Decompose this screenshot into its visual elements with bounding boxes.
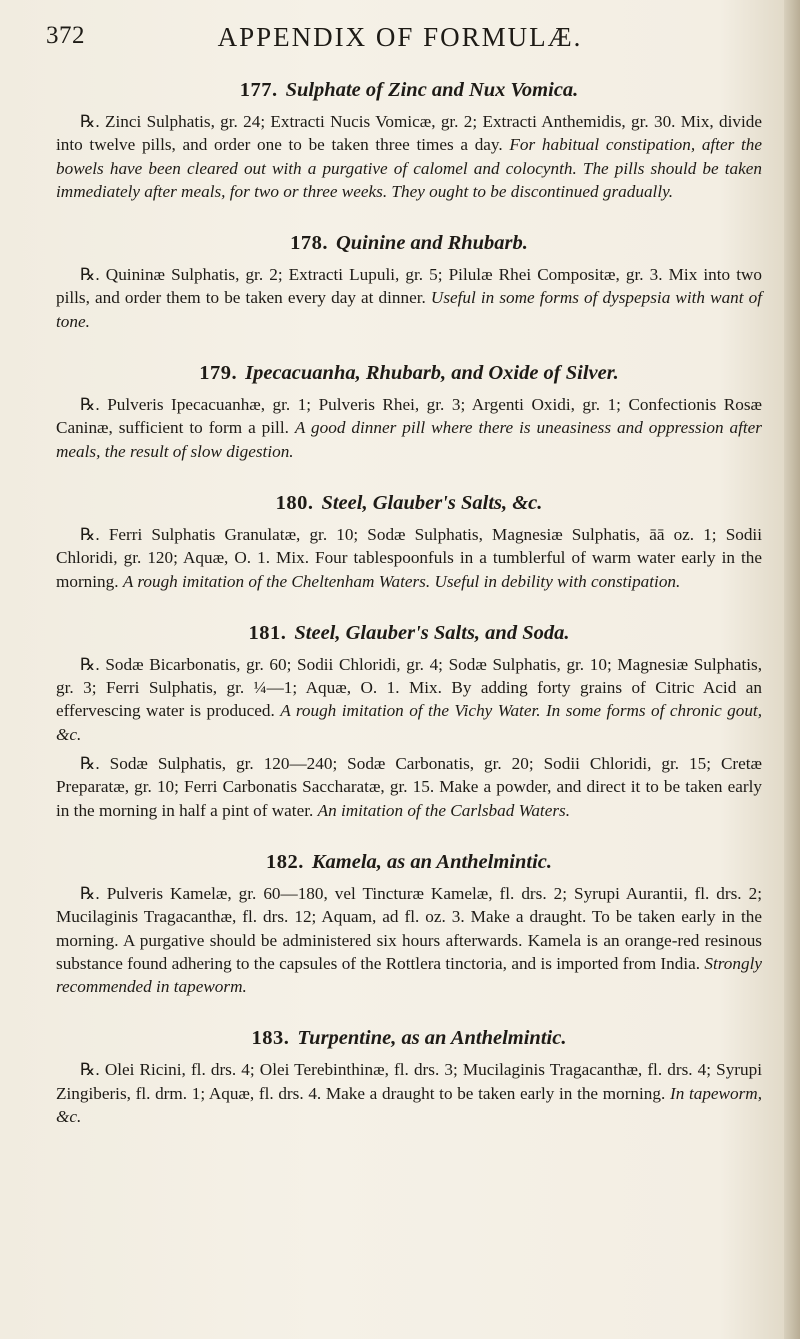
prescription-text: ℞. Olei Ricini, fl. drs. 4; Olei Terebinthinæ, fl. drs. 3; Mucilaginis Tragacanthæ, fl. drs. 4; Syrupi Zingiberis, fl. drm. 1; Aquæ, fl. drs. 4. Make a draught to be taken early in the morning.: [56, 1060, 762, 1103]
formula-name: Quinine and Rhubarb.: [335, 232, 528, 255]
prescription-text: ℞. Pulveris Kamelæ, gr. 60—180, vel Tincturæ Kamelæ, fl. drs. 2; Syrupi Aurantii, fl. drs. 2; Mucilaginis Tragacanthæ, fl. drs. 12; Aquam, ad fl. oz. 3. Make a draught. To be taken early in the morning. A purgative should be administered six hours afterwards. Kamela is an orange-red resinous substance found adhering to the capsules of the Rottlera tinctoria, and is imported from India.: [56, 883, 762, 973]
formula-entry: [56, 489, 762, 593]
usage-note: For habitual constipation, after the bowels have been cleared out with a purgative of calomel and colocynth. The pills should be taken immediately after meals, for two or three weeks. They ought to be discontinued gradually.: [56, 135, 762, 201]
formula-number: 179.: [199, 362, 238, 385]
formula-entry: [56, 359, 762, 463]
usage-note: A good dinner pill where there is uneasiness and oppression after meals, the result of slow digestion.: [56, 418, 762, 461]
formula-title: [56, 229, 762, 257]
usage-note: A rough imitation of the Vichy Water. In some forms of chronic gout, &c.: [56, 701, 763, 744]
formula-paragraph: [56, 523, 762, 593]
formula-entry: [56, 848, 762, 998]
prescription-text: ℞. Zinci Sulphatis, gr. 24; Extracti Nucis Vomicæ, gr. 2; Extracti Anthemidis, gr. 30. Mix, divide into twelve pills, and order one to be taken three times a day.: [56, 112, 762, 155]
formula-number: 181.: [248, 621, 287, 644]
usage-note: In tapeworm, &c.: [56, 1083, 763, 1127]
usage-note: Useful in some forms of dyspepsia with want of tone.: [56, 288, 763, 331]
formula-entry: [56, 1024, 762, 1128]
formula-name: Kamela, as an Anthelmintic.: [311, 850, 553, 873]
formula-paragraph: [56, 882, 762, 998]
formula-title: [56, 848, 762, 876]
formula-name: Steel, Glauber's Salts, &c.: [321, 491, 543, 514]
formula-name: Sulphate of Zinc and Nux Vomica.: [285, 79, 579, 101]
page-edge: [784, 0, 800, 1339]
formula-number: 183.: [251, 1027, 290, 1050]
formula-paragraph: [56, 393, 762, 463]
formula-title: [56, 619, 762, 647]
page-number: 372: [46, 22, 85, 49]
formula-paragraph: [56, 653, 762, 746]
formula-number: 177.: [239, 79, 278, 101]
formula-entry: [56, 619, 762, 822]
running-head-title: APPENDIX OF FORMULÆ.: [217, 22, 583, 52]
formula-entry: [56, 76, 762, 203]
usage-note: Strongly recommended in tapeworm.: [56, 953, 762, 997]
formulae-list: [56, 76, 762, 1154]
usage-note: A rough imitation of the Cheltenham Waters. Useful in debility with constipation.: [122, 571, 681, 591]
formula-paragraph: [56, 1058, 762, 1128]
formula-title: [56, 76, 762, 104]
formula-name: Turpentine, as an Anthelmintic.: [297, 1027, 567, 1050]
formula-entry: [56, 229, 762, 333]
formula-title: [56, 489, 762, 517]
formula-title: [56, 359, 762, 387]
formula-number: 180.: [275, 491, 314, 514]
prescription-text: ℞. Sodæ Sulphatis, gr. 120—240; Sodæ Carbonatis, gr. 20; Sodii Chloridi, gr. 15; Cretæ Preparatæ, gr. 10; Ferri Carbonatis Saccharatæ, gr. 15. Make a powder, and direct it to be taken early in the morning in half a pint of water.: [56, 754, 762, 820]
formula-number: 182.: [265, 850, 304, 873]
prescription-text: ℞. Sodæ Bicarbonatis, gr. 60; Sodii Chloridi, gr. 4; Sodæ Sulphatis, gr. 10; Magnesiæ Sulphatis, gr. 3; Ferri Sulphatis, gr. ¼—1; Aquæ, O. 1. Mix. By adding forty grains of Citric Acid an effervescing water is produced.: [56, 654, 762, 721]
prescription-text: ℞. Pulveris Ipecacuanhæ, gr. 1; Pulveris Rhei, gr. 3; Argenti Oxidi, gr. 1; Confectionis Rosæ Caninæ, sufficient to form a pill.: [56, 395, 762, 438]
running-head: [40, 18, 760, 58]
prescription-text: ℞. Quininæ Sulphatis, gr. 2; Extracti Lupuli, gr. 5; Pilulæ Rhei Compositæ, gr. 3. Mix into two pills, and order them to be taken every day at dinner.: [56, 265, 762, 308]
formula-name: Steel, Glauber's Salts, and Soda.: [294, 621, 570, 644]
formula-number: 178.: [290, 232, 328, 255]
prescription-text: ℞. Ferri Sulphatis Granulatæ, gr. 10; Sodæ Sulphatis, Magnesiæ Sulphatis, āā oz. 1; Sodii Chloridi, gr. 120; Aquæ, O. 1. Mix. Four tablespoonfuls in a tumblerful of warm water early in the morning.: [56, 524, 762, 591]
formula-paragraph: [56, 110, 762, 203]
formula-paragraph: [56, 263, 762, 333]
formula-paragraph: [56, 752, 762, 822]
formula-title: [56, 1024, 762, 1052]
formula-name: Ipecacuanha, Rhubarb, and Oxide of Silver.: [245, 362, 619, 385]
usage-note: An imitation of the Carlsbad Waters.: [317, 800, 570, 820]
